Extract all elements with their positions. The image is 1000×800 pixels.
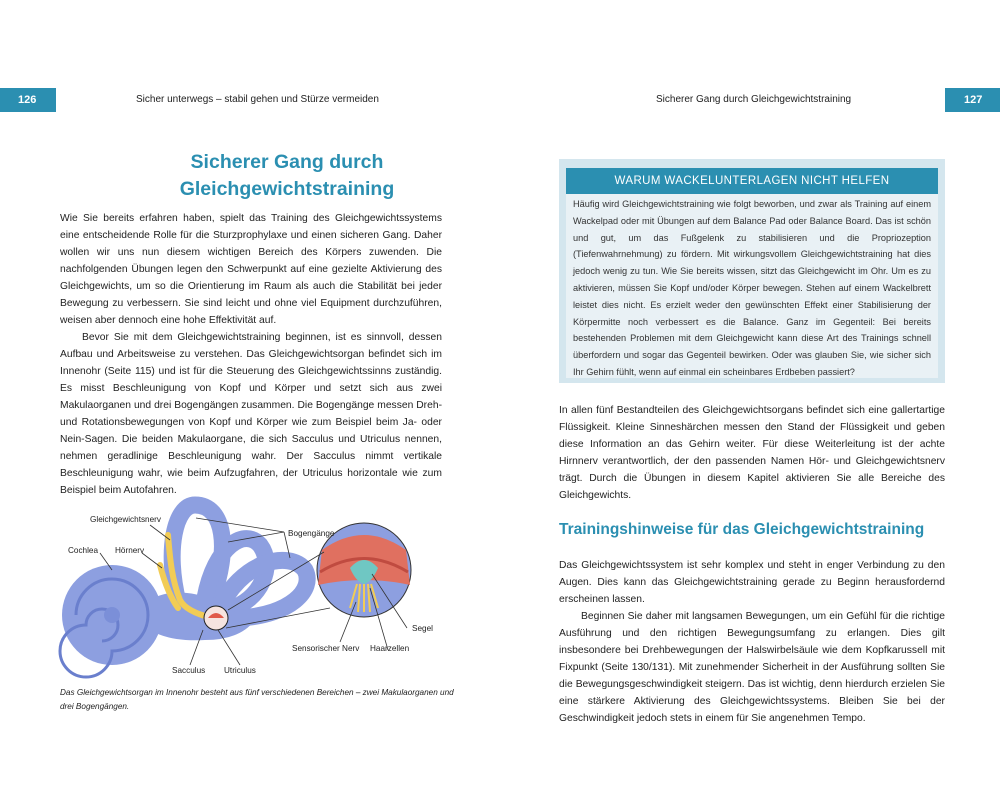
label-sacculus: Sacculus bbox=[172, 666, 206, 675]
label-gleichgewichtsnerv: Gleichgewichtsnerv bbox=[90, 515, 161, 524]
page-number-left: 126 bbox=[0, 88, 56, 112]
title-line-2: Gleichgewichtstraining bbox=[179, 178, 395, 200]
info-box-text: Häufig wird Gleichgewichtstraining wie folgt beworben, und zwar als Training auf einem Wackelpad oder mit Übungen auf dem Balance Pad oder Balance Board. Das ist schön und gut, um das Fußgelenk zu stabilisieren und die Propriozeption (Tiefenwahrnehmung) zu fördern. Mit wirkungsvollem Gleichgewichtstraining hat dies jedoch wenig zu tun. Wie Sie bereits wissen, sitzt das Gleichgewicht im Ohr. Um es zu aktivieren, müssen Sie Kopf und/oder Körper bewegen. Stehen auf einem Wackelbrett leistet dies nicht. Es erzielt weder den gewünschten Effekt einer Stabilisierung der Körpermitte noch verbessert es die Balance. Ganz im Gegenteil: Bei bereits bestehenden Problemen mit dem Gleichgewicht kann diese Art des Trainings schnell überfordern und sogar das Gegenteil bewirken. Oder was glauben Sie, wie sicher sich Ihr Gehirn fühlt, wenn auf einmal ein scheinbares Erdbeben passiert? bbox=[566, 194, 938, 378]
left-body-text bbox=[60, 210, 442, 499]
info-box bbox=[559, 159, 945, 383]
paragraph: Beginnen Sie daher mit langsamen Bewegungen, um ein Gefühl für die richtige Ausführung und den richtigen Bewegungsumfang zu erlangen. Dies gilt insbesondere bei Drehbewegungen der Halswirbelsäule wie dem Kopfkarussell mit Fixpunkt (Seite 130/131). Mit zunehmender Sicherheit in der Ausführung sollten Sie die Bewegungsgeschwindigkeit steigern. Das ist wichtig, denn hierdurch erzielen Sie eine stärkere Aktivierung des Gleichgewichtssystems. Bleiben Sie bei der Geschwindigkeit jedoch stets in einem für Sie angenehmen Tempo. bbox=[559, 611, 945, 724]
label-utriculus: Utriculus bbox=[224, 666, 256, 675]
section-heading: Trainingshinweise für das Gleichgewichtstraining bbox=[559, 521, 925, 538]
figure-caption: Das Gleichgewichtsorgan im Innenohr besteht aus fünf verschiedenen Bereichen – zwei Makulaorganen und drei Bogengängen. bbox=[60, 688, 454, 711]
label-hoernerv: Hörnerv bbox=[115, 546, 145, 555]
label-bogengaenge: Bogengänge bbox=[288, 529, 335, 538]
paragraph: Das Gleichgewichtssystem ist sehr komplex und steht in enger Verbindung zu den Augen. Dies kann das Gleichgewichtstraining gerade zu Beginn herausfordernd erscheinen lassen. bbox=[559, 560, 945, 605]
right-body-text-1 bbox=[559, 402, 945, 504]
label-cochlea: Cochlea bbox=[68, 546, 99, 555]
page-title bbox=[60, 149, 514, 203]
inner-ear-diagram bbox=[0, 490, 500, 685]
right-body-text-2 bbox=[559, 557, 945, 727]
label-sensorischer-nerv: Sensorischer Nerv bbox=[292, 644, 360, 653]
label-haarzellen: Haarzellen bbox=[370, 644, 410, 653]
title-line-1: Sicherer Gang durch bbox=[190, 151, 384, 173]
paragraph: Bevor Sie mit dem Gleichgewichtstraining beginnen, ist es sinnvoll, dessen Aufbau und Arbeitsweise zu verstehen. Das Gleichgewichtsorgan befindet sich im Innenohr (Seite 115) und ist für die Steuerung des Gleichgewichtssinns zuständig. Es misst Beschleunigung von Kopf und Körper und setzt sich aus zwei Makulaorganen und drei Bogengängen zusammen. Die Bogengänge messen Dreh- und Rotationsbewegungen von Kopf und Körper wie zum Beispiel beim Ja- oder Nein-Sagen. Die beiden Makulaorgane, die sich Sacculus und Utriculus nennen, nehmen geradlinige Beschleunigung wahr. Der Sacculus nimmt vertikale Beschleunigung wahr, wie beim Aufzugfahren, der Utriculus horizontale wie zum Beispiel beim Autofahren. bbox=[60, 332, 442, 496]
page-number-right: 127 bbox=[945, 88, 1000, 112]
paragraph: Wie Sie bereits erfahren haben, spielt das Training des Gleichgewichtssystems eine entscheidende Rolle für die Sturzprophylaxe und einen sicheren Gang. Daher wollen wir uns nun diesem wichtigen Bereich des Körpers zuwenden. Die nachfolgenden Übungen legen den Schwerpunkt auf eine gezielte Aktivierung des Gleichgewichts, um so die Orientierung im Raum als auch die Stabilität bei jeder Bewegung zu verbessern. Sie sind leicht und ohne viel Equipment durchzuführen, weisen aber dennoch eine hohe Effektivität auf. bbox=[60, 213, 442, 326]
label-segel: Segel bbox=[412, 624, 433, 633]
running-head-left: Sicher unterwegs – stabil gehen und Stürze vermeiden bbox=[136, 94, 379, 105]
info-box-title: WARUM WACKELUNTERLAGEN NICHT HELFEN bbox=[566, 168, 938, 194]
running-head-right: Sicherer Gang durch Gleichgewichtstraining bbox=[656, 94, 852, 105]
cochlea-shape bbox=[60, 565, 162, 677]
paragraph: In allen fünf Bestandteilen des Gleichgewichtsorgans befindet sich eine gallertartige Flüssigkeit. Kleine Sinneshärchen messen den Stand der Flüssigkeit und geben diese Information an das Gehirn weiter. Für diese Weiterleitung ist der achte Hirnnerv verantwortlich, der den passenden Namen Hör- und Gleichgewichtsnerv trägt. Durch die Übungen in diesem Kapitel aktivieren Sie alle Bereiche des Gleichgewichts. bbox=[559, 405, 945, 501]
